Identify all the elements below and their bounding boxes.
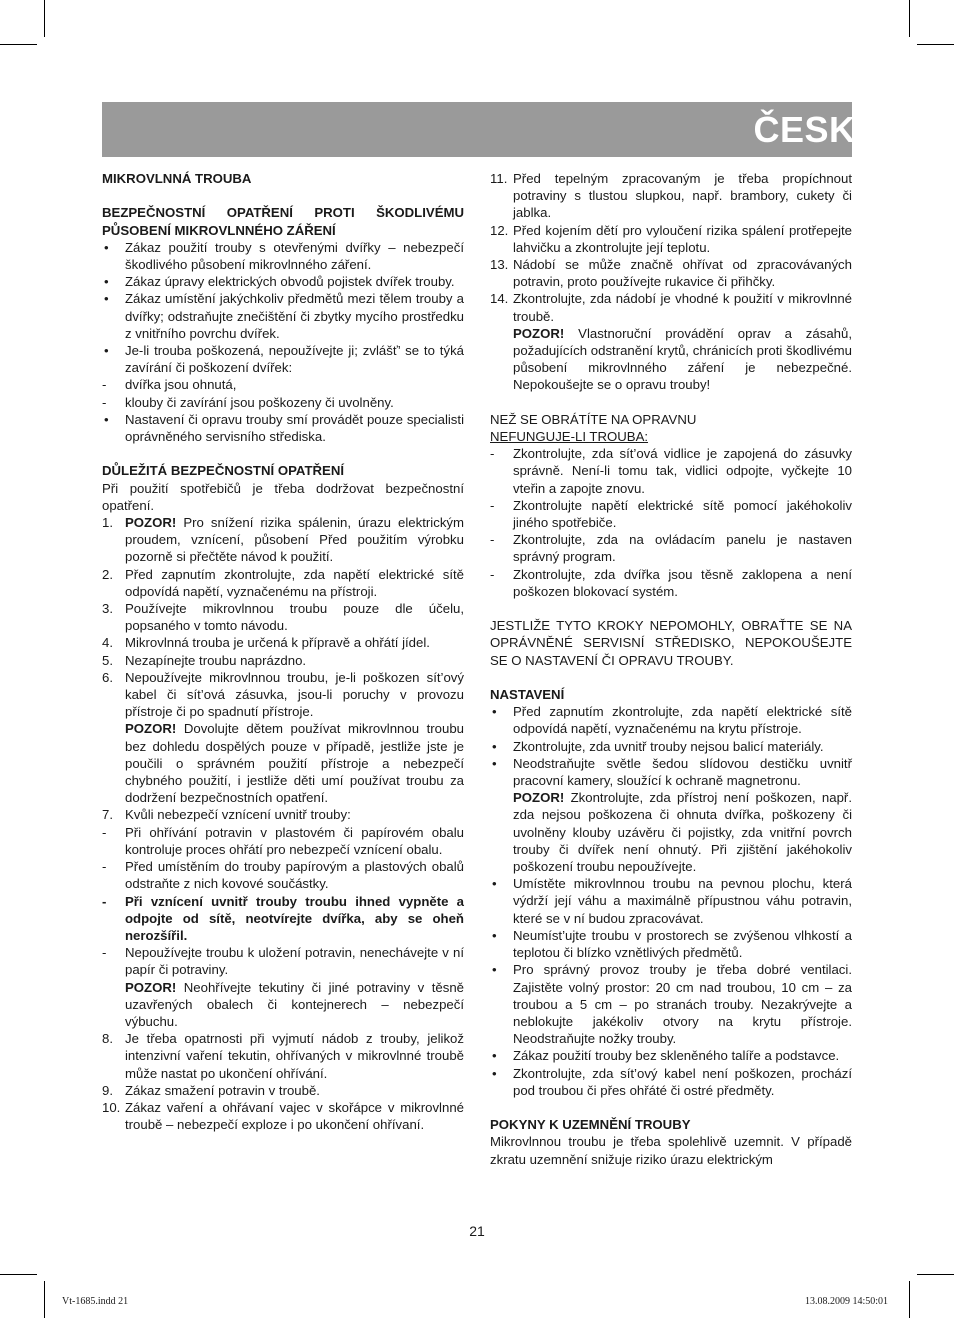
footer-file: Vt-1685.indd 21 [62, 1296, 129, 1307]
crop-mark [44, 1281, 45, 1318]
grounding-heading: POKYNY K UZEMNĚNÍ TROUBY [490, 1117, 691, 1133]
service-notice: JESTLIŽE TYTO KROKY NEPOMOHLY, OBRAŤTE SE NA OPRÁVNĚNÉ SERVISNÍ STŘEDISKO, NEPOKOUŠEJTE SE O NASTAVENÍ ČI OPRAVU TROUBY. [490, 618, 852, 668]
footer-datetime: 13.08.2009 14:50:01 [804, 1296, 888, 1307]
list-item: • Před zapnutím zkontrolujte, zda napětí elektrické sítě odpovídá napětí, vyznačenému na krytu přístroje. [492, 704, 852, 737]
important-intro: Při použití spotřebičů je třeba dodržovat bezpečnostní opatření. [102, 480, 464, 513]
warning-note: POZOR! Zkontrolujte, zda přístroj není poškozen, např. zda nejsou poškozena či ohnuta dvířka, poškozeny či uvolněny klouby uzávěru či pojistky, zda vnitřní povrch trouby či dvířek není ohnutý. Při zjištění jakéhokoliv poškození troubu nepoužívejte. [513, 790, 852, 875]
numbered-item: 9. Zákaz smažení potravin v troubě. [102, 1082, 320, 1098]
left-column [102, 170, 464, 1133]
crop-mark [917, 44, 954, 45]
list-item: • Zkontrolujte, zda uvnitř trouby nejsou balicí materiály. [492, 738, 824, 754]
section-title: MIKROVLNNÁ TROUBA [102, 171, 252, 186]
numbered-item: 3. Používejte mikrovlnnou troubu pouze dle účelu, popsaného v tomto návodu. [102, 601, 464, 634]
dash-item: - Zkontrolujte, zda na ovládacím panelu je nastaven správný program. [490, 532, 852, 565]
warning-note: POZOR! Dovolujte dětem používat mikrovlnnou troubu bez dohledu dospělých pouze v případě, jestliže jste je poučili o správném použití přístroje a nebezpečí chybného použití, i jestliže děti umí používat troubu za dodržení bezpečnostních opatření. [125, 721, 464, 806]
list-item: • Zákaz použití trouby s otevřenými dvířky – nebezpečí škodlivého působení mikrovlnného záření. [104, 239, 464, 272]
crop-mark [44, 0, 45, 37]
header-band [102, 102, 852, 157]
crop-mark [0, 1274, 37, 1275]
list-item: • Zákaz použití trouby bez skleněného talíře a podstavce. [492, 1048, 840, 1064]
numbered-item: 4. Mikrovlnná trouba je určená k přípravě a ohřátí jídel. [102, 635, 430, 651]
setup-heading: NASTAVENÍ [490, 687, 565, 703]
crop-mark [909, 1281, 910, 1318]
dash-item-bold: - Při vznícení uvnitř trouby troubu ihned vypněte a odpojte od sítě, neotvírejte dvířka, aby se oheň nerozšířil. [102, 893, 464, 943]
warning-note: POZOR! Vlastnoruční provádění oprav a zásahů, požadujících odstranění krytů, chránicích proti škodlivému působení mikrovlnného záření je nebezpečné. Nepokoušejte se o opravu trouby! [513, 325, 852, 393]
numbered-item: 11. Před tepelným zpracovaným je třeba propíchnout potraviny s tlustou slupkou, např. brambory, cukety či jablka. [490, 171, 852, 221]
dash-item: - Zkontrolujte, zda sít’ová vidlice je zapojená do zásuvky správně. Není-li tomu tak, vidlici odpojte, vyčkejte 10 vteřin a zapojte znovu. [490, 446, 852, 496]
warning-note: POZOR! Neohřívejte tekutiny či jiné potraviny v těsně uzavřených obalech či kontejnerech – nebezpečí výbuchu. [125, 979, 464, 1029]
list-item: • Neodstraňujte světle šedou slídovou destičku uvnitř pracovní kamery, sloužící k ochraně magnetronu. [492, 755, 852, 789]
crop-mark [0, 44, 37, 45]
numbered-item: 10. Zákaz vaření a ohřávaní vajec v skořápce v mikrovlnné troubě – nebezpečí exploze i po ukončení ohřívaní. [102, 1099, 464, 1133]
crop-mark [909, 0, 910, 37]
numbered-item: 13. Nádobí se může značně ohřívat od zpracovávaných potravin, proto používejte rukavice či přihčky. [490, 257, 852, 290]
list-item: • Nastavení či opravu trouby smí provádět pouze specialisti oprávněného servisního střediska. [104, 411, 464, 445]
list-item: • Pro správný provoz trouby je třeba dobré ventilaci. Zajistěte volný prostor: 20 cm nad troubou, 10 cm – za troubou a 5 cm – po stranách trouby. Nezakrývejte a neblokujte jakékoliv otvory na krytu přístroje. Neodstraňujte nožky trouby. [492, 962, 852, 1047]
numbered-item: 6. Nepoužívejte mikrovlnnou troubu, je-li poškozen sít’ový kabel či sít’ová zásuvka, jsou-li poruchy v provozu přístroje či po spadnutí přístroje. [102, 669, 464, 720]
dash-item: - Zkontrolujte napětí elektrické sítě pomocí jakéhokoliv jiného spotřebiče. [490, 497, 852, 531]
list-item: • Je-li trouba poškozená, nepoužívejte ji; zvlášť’ se to týká zavírání či poškození dvířek: [104, 343, 464, 376]
dash-item: - Při ohřívání potravin v plastovém či papírovém obalu kontroluje proces ohřátí pro nebezpečí vznícení obalu. [102, 824, 464, 857]
service-heading-line-1: NEŽ SE OBRÁTÍTE NA OPRAVNU [490, 411, 697, 427]
numbered-item: 2. Před zapnutím zkontrolujte, zda napětí elektrické sítě odpovídá napětí, vyznačenému na přístroji. [102, 566, 464, 599]
list-item: • Zkontrolujte, zda sít’ový kabel není poškozen, prochází pod troubou či přes ohřáté či ostré předměty. [492, 1065, 852, 1098]
numbered-item: 12. Před kojením dětí pro vyloučení rizika spálení protřepejte lahvičku a zkontrolujte její teplotu. [490, 222, 852, 255]
numbered-item: 7. Kvůli nebezpečí vznícení uvnitř trouby: [102, 807, 351, 823]
numbered-item: 8. Je třeba opatrnosti při vyjmutí nádob z trouby, jelikož intenzivní vaření tekutin, ohřívaných v mikrovlnné troubě může nastat po ukončení ohřívání. [102, 1031, 464, 1081]
numbered-item: 1. POZOR! Pro snížení rizika spálenin, úrazu elektrickým proudem, vznícení, působení Před použitím výrobku pozorně si přečtěte návod k použití. [102, 515, 464, 565]
numbered-item: 14. Zkontrolujte, zda nádobí je vhodné k použití v mikrovlnné troubě. [490, 291, 852, 324]
dash-item: - klouby či zavírání jsou poškozeny či uvolněny. [102, 394, 394, 410]
dash-item: - Nepoužívejte troubu k uložení potravin, nenechávejte v ní papír či potraviny. [102, 945, 464, 978]
page-number: 21 [469, 1223, 485, 1239]
dash-item: - Zkontrolujte, zda dvířka jsou těsně zaklopena a není poškozen blokovací systém. [490, 566, 852, 599]
important-heading: DŮLEŽITÁ BEZPEČNOSTNÍ OPATŘENÍ [102, 463, 345, 479]
safety-heading-line-2: PŮSOBENÍ MIKROVLNNÉHO ZÁŘENÍ [102, 222, 336, 238]
grounding-text: Mikrovlnnou troubu je třeba spolehlivě uzemnit. V případě zkratu uzemnění snižuje riziko úrazu elektrickým [490, 1134, 852, 1167]
dash-item: - Před umístěním do trouby papírovým a plastových obalů odstraňte z nich kovové součástky. [102, 859, 464, 892]
list-item: • Zákaz úpravy elektrických obvodů pojistek dvířek trouby. [104, 274, 455, 290]
language-title: ČESKÝ [753, 109, 880, 150]
safety-heading-line-1: BEZPEČNOSTNÍ OPATŘENÍ PROTI ŠKODLIVÉMU [102, 205, 464, 221]
service-heading-line-2: NEFUNGUJE-LI TROUBA: [490, 429, 649, 445]
crop-mark [917, 1274, 954, 1275]
list-item: • Neumíst’ujte troubu v prostorech se zvýšenou vlhkostí a teplotou či blízko vznětlivých předmětů. [492, 927, 852, 961]
dash-item: - dvířka jsou ohnutá, [102, 377, 237, 393]
right-column [490, 170, 852, 1168]
list-item: • Zákaz umístění jakýchkoliv předmětů mezi tělem trouby a dvířky; odstraňujte znečištění či zbytky mycího prostředku z vnitřního povrchu dvířek. [104, 291, 464, 341]
list-item: • Umístěte mikrovlnnou troubu na pevnou plochu, která výdrží její váhu a maximálně přípustnou váhu potravin, které se v ní budou zpracovávat. [492, 876, 852, 926]
numbered-item: 5. Nezapínejte troubu naprázdno. [102, 652, 307, 668]
